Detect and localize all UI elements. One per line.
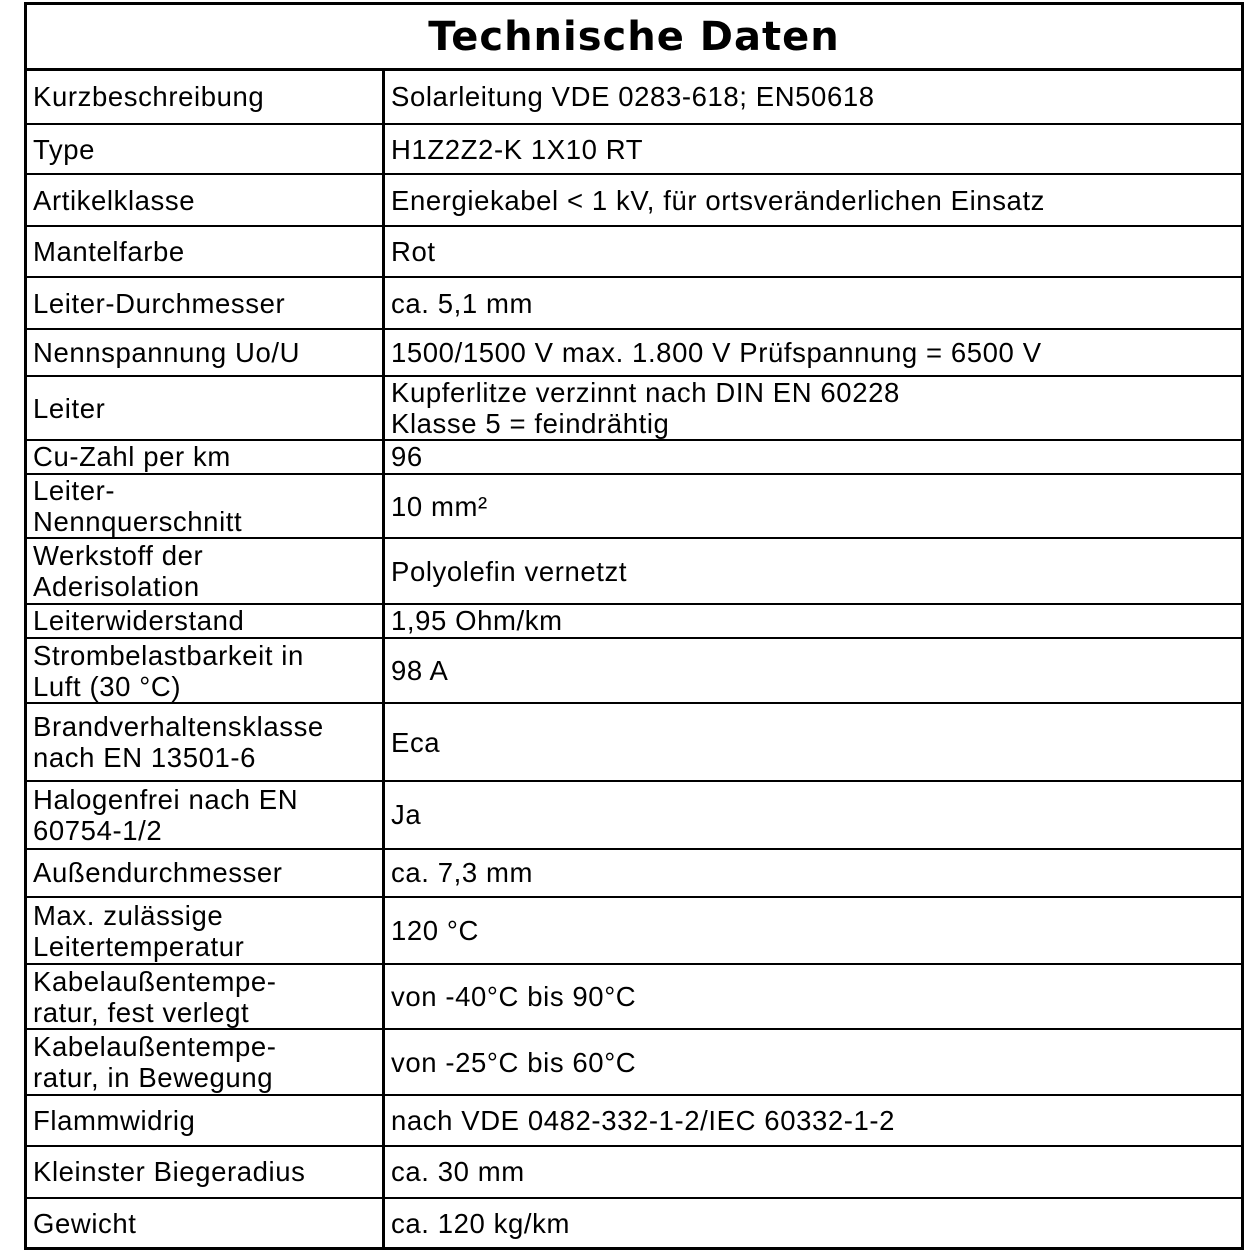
table-row bbox=[27, 898, 1241, 965]
row-value: 1,95 Ohm/km bbox=[391, 605, 563, 637]
row-value: Rot bbox=[391, 235, 436, 267]
row-value: nach VDE 0482-332-1-2/IEC 60332-1-2 bbox=[391, 1104, 896, 1136]
row-label: Mantelfarbe bbox=[27, 227, 385, 276]
row-label: Leiter- Nennquerschnitt bbox=[27, 475, 385, 538]
row-value: von -25°C bis 60°C bbox=[391, 1046, 637, 1078]
row-label: Brandverhaltensklasse nach EN 13501-6 bbox=[27, 704, 385, 780]
table-row bbox=[27, 475, 1241, 540]
row-value: Solarleitung VDE 0283-618; EN50618 bbox=[391, 81, 875, 113]
table-row bbox=[27, 1199, 1241, 1247]
row-value: Energiekabel < 1 kV, für ortsveränderlichen Einsatz bbox=[391, 184, 1046, 216]
table-row bbox=[27, 639, 1241, 705]
row-label: Außendurchmesser bbox=[27, 850, 385, 897]
row-value: Eca bbox=[391, 726, 441, 758]
row-label: Type bbox=[27, 125, 385, 174]
table-row bbox=[27, 125, 1241, 176]
row-label: Strombelastbarkeit in Luft (30 °C) bbox=[27, 639, 385, 703]
table-row bbox=[27, 377, 1241, 441]
row-label: Kabelaußentempe- ratur, in Bewegung bbox=[27, 1030, 385, 1094]
table-title: Technische Daten bbox=[27, 5, 1241, 71]
row-value: 96 bbox=[391, 441, 423, 473]
row-value: H1Z2Z2-K 1X10 RT bbox=[391, 133, 644, 165]
row-value: Kupferlitze verzinnt nach DIN EN 60228 Klasse 5 = feindrähtig bbox=[391, 377, 900, 440]
table-row bbox=[27, 539, 1241, 605]
row-label: Kabelaußentempe- ratur, fest verlegt bbox=[27, 965, 385, 1029]
row-label: Leiter bbox=[27, 377, 385, 439]
row-label: Kurzbeschreibung bbox=[27, 71, 385, 123]
table-row bbox=[27, 330, 1241, 377]
row-label: Leiterwiderstand bbox=[27, 605, 385, 637]
table-row bbox=[27, 850, 1241, 899]
row-value: 10 mm² bbox=[391, 490, 488, 522]
table-row bbox=[27, 605, 1241, 639]
row-value: Polyolefin vernetzt bbox=[391, 555, 628, 587]
table-row bbox=[27, 71, 1241, 125]
row-label: Leiter-Durchmesser bbox=[27, 278, 385, 329]
table-row bbox=[27, 782, 1241, 850]
table-row bbox=[27, 704, 1241, 782]
row-label: Cu-Zahl per km bbox=[27, 441, 385, 473]
table-row bbox=[27, 441, 1241, 475]
row-label: Artikelklasse bbox=[27, 175, 385, 225]
row-value: 1500/1500 V max. 1.800 V Prüfspannung = 6500 V bbox=[391, 337, 1042, 369]
row-label: Werkstoff der Aderisolation bbox=[27, 539, 385, 603]
row-label: Halogenfrei nach EN 60754-1/2 bbox=[27, 782, 385, 848]
row-value: 120 °C bbox=[391, 915, 479, 946]
technical-data-table bbox=[24, 2, 1244, 1250]
table-row bbox=[27, 965, 1241, 1031]
table-row bbox=[27, 278, 1241, 331]
row-label: Gewicht bbox=[27, 1199, 385, 1247]
row-value: ca. 5,1 mm bbox=[391, 287, 534, 319]
table-row bbox=[27, 1030, 1241, 1096]
row-value: von -40°C bis 90°C bbox=[391, 981, 637, 1013]
row-label: Flammwidrig bbox=[27, 1096, 385, 1145]
row-value: ca. 30 mm bbox=[391, 1156, 525, 1188]
row-value: ca. 120 kg/km bbox=[391, 1207, 570, 1239]
table-row bbox=[27, 227, 1241, 278]
row-value: ca. 7,3 mm bbox=[391, 857, 534, 889]
table-row bbox=[27, 1147, 1241, 1200]
table-row bbox=[27, 175, 1241, 227]
table-row bbox=[27, 1096, 1241, 1147]
row-label: Max. zulässige Leitertemperatur bbox=[27, 898, 385, 963]
row-label: Kleinster Biegeradius bbox=[27, 1147, 385, 1198]
row-value: 98 A bbox=[391, 655, 449, 687]
row-label: Nennspannung Uo/U bbox=[27, 330, 385, 375]
row-value: Ja bbox=[391, 799, 422, 831]
